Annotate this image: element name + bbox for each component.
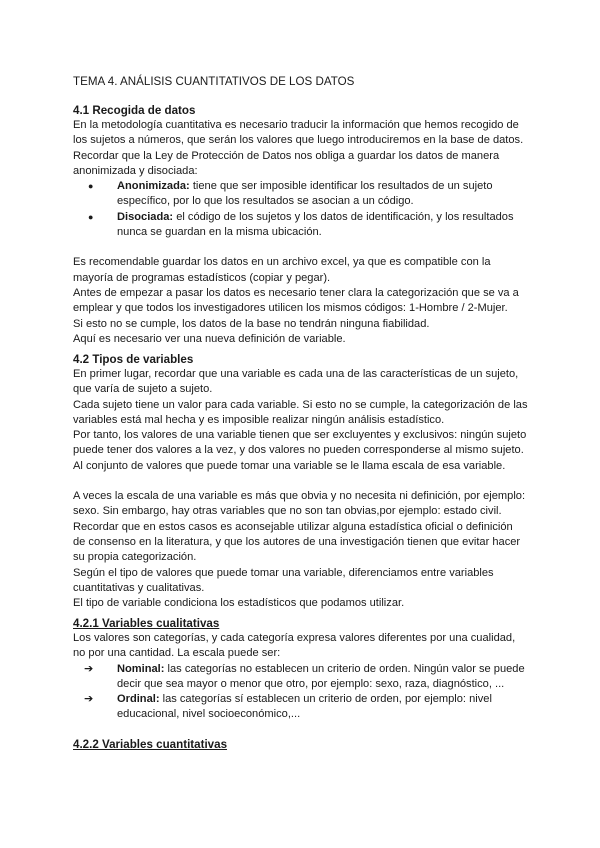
definition: las categorías sí establecen un criterio de orden, por ejemplo: nivel educacional, nivel socioeconómico,... xyxy=(117,693,492,721)
section-4-1 xyxy=(73,103,528,347)
paragraph: En primer lugar, recordar que una variable es cada una de las características de un sujeto, que varía de sujeto a sujeto. xyxy=(73,368,519,396)
term: Anonimizada: xyxy=(117,180,190,193)
paragraph: Recordar que en estos casos es aconsejable utilizar alguna estadística oficial o definición de consenso en la literatura, y que los autores de una investigación tienen que evitar hacer su propia categorización. xyxy=(73,520,521,564)
list-item xyxy=(88,210,528,241)
section-heading: 4.2 Tipos de variables xyxy=(73,353,194,366)
subsection-heading: 4.2.1 Variables cualitativas xyxy=(73,617,220,630)
list-item xyxy=(84,692,528,723)
bullet-list xyxy=(73,179,528,240)
term: Nominal: xyxy=(117,662,165,675)
document-title: TEMA 4. ANÁLISIS CUANTITATIVOS DE LOS DATOS xyxy=(73,75,355,88)
section-heading: 4.1 Recogida de datos xyxy=(73,104,196,117)
paragraph: Por tanto, los valores de una variable tienen que ser excluyentes y exclusivos: ningún sujeto puede tener dos valores a la vez, y dos valores no pueden corresponderse al mismo sujeto. xyxy=(73,429,527,457)
definition: las categorías no establecen un criterio de orden. Ningún valor se puede decir que sea mayor o menor que otro, por ejemplo: sexo, raza, diagnóstico, ... xyxy=(117,662,525,690)
paragraph: Aquí es necesario ver una nueva definición de variable. xyxy=(73,332,346,345)
list-item xyxy=(88,179,528,210)
paragraph: Al conjunto de valores que puede tomar una variable se le llama escala de esa variable. xyxy=(73,459,506,472)
arrow-icon: ➔ xyxy=(84,693,94,706)
paragraph: A veces la escala de una variable es más que obvia y no necesita ni definición, por ejemplo: sexo. Sin embargo, hay otras variables que no son tan obvias,por ejemplo: estado civil. xyxy=(73,490,526,518)
paragraph: Antes de empezar a pasar los datos es necesario tener clara la categorización que se va a emplear y que todos los investigadores utilicen los mismos códigos: 1-Hombre / 2-Mujer. xyxy=(73,286,519,315)
definition: el código de los sujetos y los datos de identificación, y los resultados nunca se guardan en la misma ubicación. xyxy=(117,210,514,239)
bullet-icon: ● xyxy=(88,181,94,192)
subsection-heading: 4.2.2 Variables cuantitativas xyxy=(73,738,228,751)
section-4-2-1 xyxy=(73,616,528,723)
section-4-2-2 xyxy=(73,737,528,752)
arrow-list xyxy=(73,662,528,723)
bullet-icon: ● xyxy=(88,211,94,222)
list-item xyxy=(84,662,528,693)
paragraph: Los valores son categorías, y cada categoría expresa valores diferentes por una cualidad, no por una cantidad. La escala puede ser: xyxy=(73,632,516,660)
definition: tiene que ser imposible identificar los resultados de un sujeto específico, por lo que los resultados se asocian a un código. xyxy=(117,180,493,208)
paragraph: En la metodología cuantitativa es necesario traducir la información que hemos recogido de los sujetos a números, que serán los valores que luego introduciremos en la base de datos. Recordar que la Ley de Protección de Datos nos obliga a guardar los datos de manera anonimizada y disociada: xyxy=(73,119,524,177)
paragraph: Según el tipo de valores que puede tomar una variable, diferenciamos entre variables cuantitativas y cualitativas. xyxy=(73,566,494,594)
paragraph: Cada sujeto tiene un valor para cada variable. Si esto no se cumple, la categorización de las variables está mal hecha y es imposible realizar ningún análisis estadístico. xyxy=(73,398,528,426)
term: Disociada: xyxy=(117,210,174,223)
paragraph: Es recomendable guardar los datos en un archivo excel, ya que es compatible con la mayoría de programas estadísticos (copiar y pegar). xyxy=(73,256,491,284)
term: Ordinal: xyxy=(117,693,160,706)
arrow-icon: ➔ xyxy=(84,662,94,675)
section-4-2 xyxy=(73,352,528,611)
paragraph: El tipo de variable condiciona los estadísticos que podamos utilizar. xyxy=(73,597,405,610)
paragraph: Si esto no se cumple, los datos de la base no tendrán ninguna fiabilidad. xyxy=(73,317,430,330)
